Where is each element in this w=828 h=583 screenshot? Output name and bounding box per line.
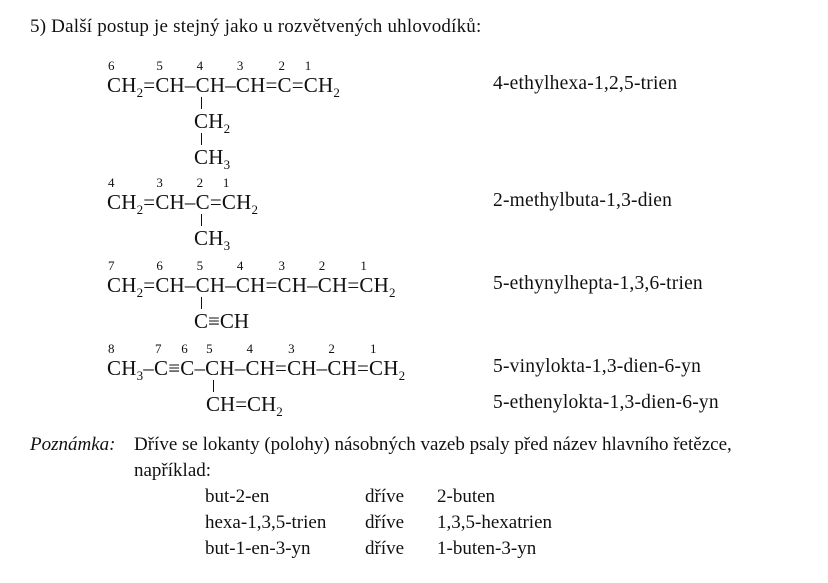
formula-token	[155, 58, 185, 97]
atom-group	[107, 356, 144, 384]
formula-token	[185, 258, 196, 297]
locant-number	[194, 341, 195, 356]
formula-token	[278, 258, 308, 297]
atom-text: CH	[194, 145, 224, 169]
formula-token	[236, 58, 266, 97]
branch-atom-group	[247, 392, 283, 420]
atom-text: CH	[235, 273, 266, 297]
atom-text: CH	[195, 273, 226, 297]
atom-text: CH	[107, 356, 137, 380]
single-bond	[225, 273, 236, 297]
atom-text: CH	[107, 73, 137, 97]
bond-text: –	[225, 273, 236, 297]
bond-text: –	[307, 273, 318, 297]
formula-token	[107, 341, 144, 384]
bond-text: =	[265, 73, 278, 97]
locant-number: 3	[288, 341, 295, 356]
formula-token	[107, 175, 144, 218]
atom-text: C	[180, 356, 195, 380]
locant-number	[235, 341, 236, 356]
note-body	[134, 432, 732, 562]
atom-text: C	[153, 356, 169, 380]
bond-text: –	[184, 73, 196, 97]
single-bond	[185, 73, 196, 97]
bond-text: =	[209, 190, 222, 214]
formula-token	[368, 341, 406, 384]
locant-number	[185, 258, 186, 273]
compound-name: 2-methylbuta-1,3-dien	[493, 190, 673, 211]
compound-name: 4-ethylhexa-1,2,5-trien	[493, 73, 678, 94]
bond-text: =	[291, 73, 304, 97]
locant-number	[357, 341, 358, 356]
formula-token	[143, 341, 154, 380]
atom-group	[155, 190, 185, 214]
single-bond	[185, 190, 196, 214]
subscript: 2	[136, 285, 144, 301]
formula-token	[307, 258, 318, 297]
compound-name: 5-vinylokta-1,3-dien-6-yn	[493, 356, 702, 377]
atom-group	[303, 73, 341, 101]
chemical-structure-3	[107, 258, 828, 333]
locant-number: 1	[222, 175, 230, 190]
locant-number: 1	[369, 341, 377, 356]
branch-atom-group	[206, 392, 235, 416]
old-name: 2-buten	[437, 486, 496, 507]
compound-name: 5-ethynylhepta-1,3,6-trien	[493, 273, 703, 294]
bond-text: –	[225, 73, 236, 97]
locant-number	[225, 258, 226, 273]
locant-number	[168, 341, 169, 356]
formula-token	[194, 341, 205, 380]
locant-number	[185, 175, 186, 190]
chemical-structure-1	[107, 58, 828, 173]
locant-number	[210, 175, 211, 190]
single-bond	[235, 356, 246, 380]
section-heading: 5) Další postup je stejný jako u rozvětvených uhlovodíků:	[30, 16, 482, 37]
iupac-name: but-1-en-3-yn	[205, 538, 311, 559]
single-bond	[185, 273, 196, 297]
formula-main-chain	[107, 58, 828, 101]
single-bond	[143, 356, 154, 380]
formula-token	[143, 258, 155, 297]
formula-token	[107, 58, 144, 101]
locant-number	[143, 258, 144, 273]
formula-token	[180, 341, 194, 380]
iupac-name: hexa-1,3,5-trien	[205, 512, 327, 533]
iupac-name: but-2-en	[205, 486, 270, 507]
atom-group	[180, 356, 194, 380]
atom-group	[318, 273, 348, 297]
atom-text: CH	[235, 73, 266, 97]
double-bond	[210, 190, 222, 214]
old-name: 1-buten-3-yn	[437, 538, 537, 559]
formula-token	[318, 258, 348, 297]
formula-main-chain	[107, 341, 828, 384]
subscript: 2	[389, 285, 396, 301]
formula-token	[107, 258, 144, 301]
bond-text: –	[184, 190, 196, 214]
atom-text: CH	[303, 73, 334, 97]
locant-number: 3	[236, 58, 244, 73]
atom-text: CH	[155, 73, 185, 97]
vertical-bond	[201, 97, 202, 109]
double-bond	[143, 73, 155, 97]
formula-token	[317, 341, 328, 380]
locant-number	[225, 58, 226, 73]
locant-number: 5	[196, 258, 204, 273]
atom-group	[245, 356, 275, 380]
double-bond	[235, 392, 247, 416]
formula-token	[143, 175, 155, 214]
atom-text: CH	[327, 356, 357, 380]
locant-number	[275, 341, 276, 356]
atom-text: CH	[205, 356, 235, 380]
locant-number: 3	[156, 175, 163, 190]
subscript: 3	[136, 368, 144, 384]
bond-text: –	[316, 356, 328, 380]
atom-text: CH	[287, 356, 317, 380]
compound-name-alternative: 5-ethenylokta-1,3-dien-6-yn	[493, 392, 719, 413]
double-bond	[357, 356, 369, 380]
atom-text: CH	[194, 226, 224, 250]
former-names-table	[205, 484, 732, 562]
single-bond	[194, 356, 205, 380]
formula-token	[265, 258, 277, 297]
atom-group	[107, 190, 144, 218]
locant-number	[143, 341, 144, 356]
bond-text: –	[194, 356, 206, 380]
locant-number	[185, 58, 186, 73]
note-section	[30, 432, 828, 562]
vertical-bond	[213, 380, 214, 392]
subscript: 2	[136, 202, 144, 218]
formula-token	[185, 58, 196, 97]
atom-text: CH	[245, 356, 276, 380]
double-bond	[143, 273, 155, 297]
formula-token	[205, 341, 235, 380]
chemical-structure-2	[107, 175, 828, 254]
locant-number	[317, 341, 318, 356]
locant-number: 2	[328, 341, 335, 356]
subscript: 2	[398, 368, 406, 384]
double-bond	[143, 190, 155, 214]
old-name: 1,3,5-hexatrien	[437, 512, 553, 533]
vertical-bond	[201, 297, 202, 309]
atom-group	[107, 273, 144, 301]
atom-text: CH	[155, 190, 185, 214]
atom-group	[196, 190, 210, 214]
locant-number: 2	[278, 58, 286, 73]
bond-text: –	[234, 356, 246, 380]
formula-token	[185, 175, 196, 214]
formula-token	[221, 175, 259, 218]
branch-formula	[194, 309, 249, 333]
bond-text: =	[143, 73, 156, 97]
atom-group	[155, 273, 185, 297]
formula-token	[245, 341, 275, 380]
formula-token	[168, 341, 180, 380]
branch-atom-group	[194, 145, 231, 173]
locant-number: 7	[108, 258, 115, 273]
atom-text: CH	[194, 109, 224, 133]
locant-number: 6	[156, 258, 163, 273]
bond-text: =	[356, 356, 369, 380]
atom-text: CH	[221, 190, 252, 214]
formula-token	[275, 341, 287, 380]
formula-token	[196, 175, 210, 214]
atom-group	[278, 73, 292, 97]
branch-atom-group	[220, 309, 249, 333]
locant-number: 2	[318, 258, 326, 273]
subscript: 2	[251, 202, 259, 218]
locant-number: 5	[156, 58, 163, 73]
atom-text: CH	[359, 273, 389, 297]
formula-token	[235, 341, 246, 380]
atom-text: C	[195, 190, 210, 214]
formula-token	[210, 175, 222, 214]
double-bond	[265, 273, 277, 297]
formula-token	[327, 341, 357, 380]
atom-text: CH	[247, 392, 277, 416]
note-text-line2: například:	[134, 460, 212, 481]
example-row	[205, 510, 732, 536]
example-row	[205, 484, 732, 510]
atom-group	[368, 356, 406, 384]
subscript: 3	[223, 238, 231, 254]
atom-group	[107, 73, 144, 101]
locant-number: 6	[108, 58, 115, 73]
triple-bond	[168, 356, 180, 380]
atom-text: CH	[107, 190, 137, 214]
single-bond	[317, 356, 328, 380]
atom-text: CH	[317, 273, 348, 297]
substituent-branch-ethynyl	[194, 297, 828, 333]
locant-number: 2	[196, 175, 204, 190]
atom-group	[155, 73, 185, 97]
locant-number	[265, 258, 266, 273]
atom-group	[154, 356, 168, 380]
locant-number: 8	[108, 341, 115, 356]
atom-group	[205, 356, 235, 380]
triple-bond	[208, 309, 220, 333]
vertical-bond	[201, 214, 202, 226]
locant-number	[265, 58, 266, 73]
substituent-branch-methyl	[194, 214, 828, 254]
double-bond	[265, 73, 277, 97]
atom-group	[287, 356, 317, 380]
atom-group	[278, 273, 308, 297]
atom-group	[221, 190, 259, 218]
single-bond	[307, 273, 318, 297]
atom-text: CH	[195, 73, 226, 97]
formula-main-chain	[107, 175, 828, 218]
bond-text: =	[265, 273, 278, 297]
locant-number: 4	[196, 58, 204, 73]
atom-group	[359, 273, 396, 301]
atom-text: C	[194, 309, 209, 333]
locant-number: 4	[236, 258, 244, 273]
double-bond	[292, 73, 304, 97]
locant-number	[143, 175, 144, 190]
branch-atom-group	[194, 226, 231, 254]
subscript: 3	[223, 157, 231, 173]
locant-number: 4	[108, 175, 115, 190]
locant-number: 1	[360, 258, 367, 273]
formula-token	[265, 58, 277, 97]
atom-text: C	[277, 73, 292, 97]
bond-text: =	[347, 273, 360, 297]
formula-token	[154, 341, 168, 380]
atom-group	[327, 356, 357, 380]
chemical-structure-4	[107, 341, 828, 420]
locant-number: 6	[181, 341, 188, 356]
double-bond	[275, 356, 287, 380]
formula-token	[292, 58, 304, 97]
locant-number	[143, 58, 144, 73]
substituent-branch-ethyl	[194, 97, 828, 173]
formula-token	[359, 258, 396, 301]
atom-text: CH	[206, 392, 236, 416]
formula-token	[236, 258, 266, 297]
bond-text: –	[143, 356, 154, 380]
single-bond	[225, 73, 236, 97]
note-text-line1: Dříve se lokanty (polohy) násobných vazeb psaly před název hlavního řetězce,	[134, 434, 732, 455]
formula-token	[196, 58, 226, 97]
atom-group	[236, 273, 266, 297]
formula-token	[155, 258, 185, 297]
bond-text: =	[143, 190, 156, 214]
atom-text: CH	[368, 356, 399, 380]
vertical-bond	[201, 133, 202, 145]
note-label: Poznámka:	[30, 434, 116, 455]
example-row	[205, 536, 732, 562]
formula-token	[196, 258, 226, 297]
atom-group	[196, 73, 226, 97]
formula-token	[278, 58, 292, 97]
bond-text: =	[275, 356, 288, 380]
atom-text: CH	[219, 309, 250, 333]
locant-number: 3	[278, 258, 286, 273]
formula-token	[143, 58, 155, 97]
atom-group	[236, 73, 266, 97]
formula-token	[225, 258, 236, 297]
locant-number	[292, 58, 293, 73]
former-label: dříve	[365, 512, 405, 533]
former-label: dříve	[365, 486, 405, 507]
subscript: 2	[333, 85, 341, 101]
atom-group	[196, 273, 226, 297]
bond-text: ≡	[208, 309, 220, 333]
formula-token	[303, 58, 341, 101]
formula-token	[357, 341, 369, 380]
former-label: dříve	[365, 538, 405, 559]
atom-text: CH	[155, 273, 185, 297]
locant-number	[347, 258, 348, 273]
branch-formula	[206, 392, 283, 420]
formula-main-chain	[107, 258, 828, 301]
locant-number: 5	[206, 341, 213, 356]
subscript: 2	[136, 85, 144, 101]
atom-text: CH	[107, 273, 137, 297]
subscript: 2	[223, 121, 231, 137]
formula-token	[225, 58, 236, 97]
branch-atom-group	[194, 109, 231, 137]
formula-token	[287, 341, 317, 380]
locant-number: 7	[154, 341, 162, 356]
bond-text: =	[235, 392, 248, 416]
bond-text: –	[184, 273, 196, 297]
locant-number: 4	[246, 341, 253, 356]
locant-number	[307, 258, 308, 273]
bond-text: =	[143, 273, 156, 297]
formula-token	[155, 175, 185, 214]
locant-number: 1	[304, 58, 312, 73]
double-bond	[347, 273, 359, 297]
atom-text: CH	[277, 273, 308, 297]
formula-token	[347, 258, 359, 297]
subscript: 2	[276, 404, 283, 420]
bond-text: ≡	[168, 356, 181, 380]
branch-atom-group	[194, 309, 208, 333]
